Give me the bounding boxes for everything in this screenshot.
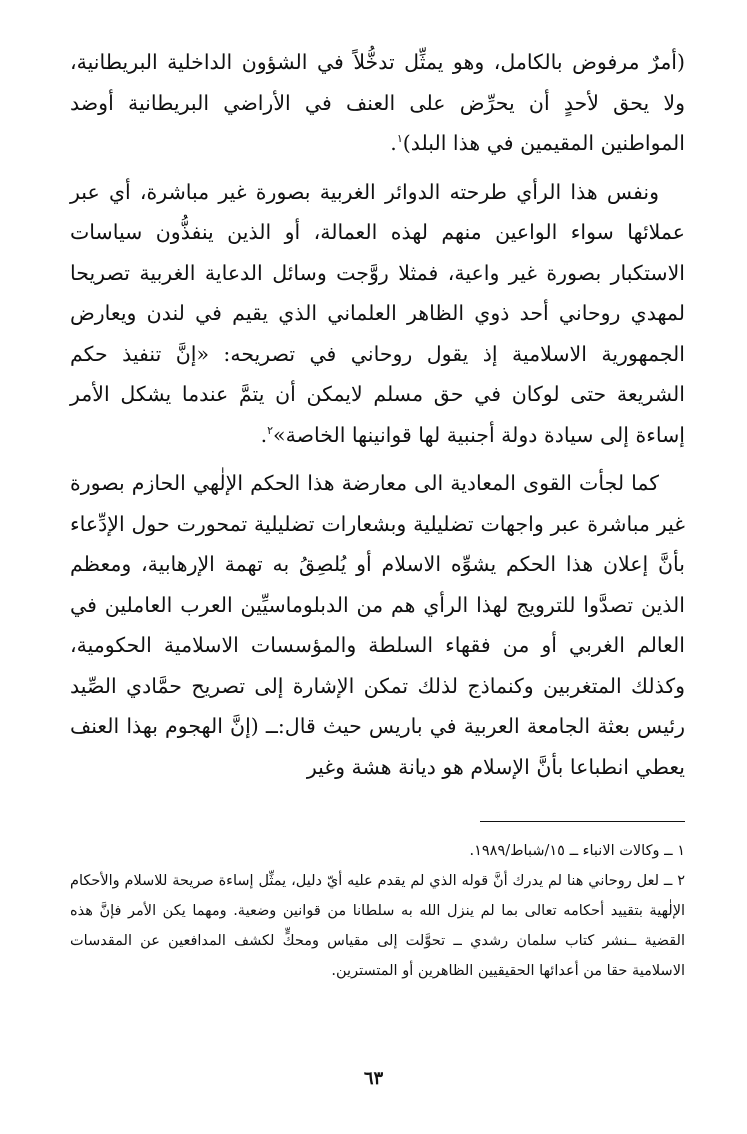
footnote-ref-2: ٢ xyxy=(267,423,274,437)
footnote-separator xyxy=(480,821,685,822)
paragraph-3-text: كما لجأت القوى المعادية الى معارضة هذا الحكم الإلٰهي الحازم بصورة غير مباشرة عبر واجهات تضليلية وبشعارات تضليلية تمحورت حول الإدِّعاء بأنَّ إعلان هذا الحكم يشوِّه الاسلام أو يُلصِقُ به تهمة الإرهابية، ومعظم الذين تصدَّوا للترويج لهذا الرأي هم من الدبلوماسيِّين العرب العاملين في العالم الغربي أو من فقهاء السلطة والمؤسسات الاسلامية الحكومية، وكذلك المتغربين وكنماذج لذلك تمكن الإشارة إلى تصريح حمَّادي الصِّيد رئيس بعثة الجامعة العربية في باريس حيث قال:ــ (إنَّ الهجوم بهذا العنف يعطي انطباعا بأنَّ الإسلام هو ديانة هشة وغير xyxy=(70,471,685,779)
paragraph-1 xyxy=(70,42,685,164)
paragraph-2-text: ونفس هذا الرأي طرحته الدوائر الغربية بصورة غير مباشرة، أي عبر عملائها سواء الواعين منهم لهذه العمالة، أو الذين ينفذُّون سياسات الاستكبار بصورة غير واعية، فمثلا روَّجت وسائل الدعاية الغربية تصريحا لمهدي روحاني أحد ذوي الظاهر العلماني الذي يقيم في لندن ويعارض الجمهورية الاسلامية إذ يقول روحاني في تصريحه: «إنَّ تنفيذ حكم الشريعة حتى لوكان في حق مسلم لايمكن أن يتمَّ عندما يشكل الأمر إساءة إلى سيادة دولة أجنبية لها قوانينها الخاصة» xyxy=(70,179,685,447)
main-text xyxy=(70,42,685,787)
paragraph-3 xyxy=(70,463,685,787)
page-number: ٦٣ xyxy=(363,1068,384,1089)
paragraph-2 xyxy=(70,172,685,456)
footnote-1: ١ ــ وكالات الانباء ــ ١٥/شباط/١٩٨٩. xyxy=(469,843,685,859)
paragraph-2-end: . xyxy=(260,422,268,447)
footnote-ref-1: ١ xyxy=(396,132,403,146)
paragraph-1-text: (أمرٌ مرفوض بالكامل، وهو يمثِّل تدخُّلاً في الشؤون الداخلية البريطانية، ولا يحق لأحدٍ أن يحرِّض على العنف في الأراضي البريطانية أوضد المواطنين المقيمين في هذا البلد) xyxy=(70,50,685,155)
paragraph-1-end: . xyxy=(390,131,397,155)
footnote-2: ٢ ــ لعل روحاني هنا لم يدرك أنَّ قوله الذي لم يقدم عليه أيّ دليل، يمثِّل إساءة صريحة للاسلام والأحكام الإلٰهية بتقييد أحكامه تعالى بما لم ينزل الله به سلطانا من قوانين وضعية. ومهما يكن الأمر فإنَّ هذه القضية ــنشر كتاب سلمان رشدي ــ تحوَّلت إلى مقياس ومحكٍّ لكشف المدافعين عن المقدسات الاسلامية حقا من أعدائها الحقيقيين الظاهرين أو المتسترين. xyxy=(70,873,685,979)
footnotes xyxy=(70,836,685,986)
